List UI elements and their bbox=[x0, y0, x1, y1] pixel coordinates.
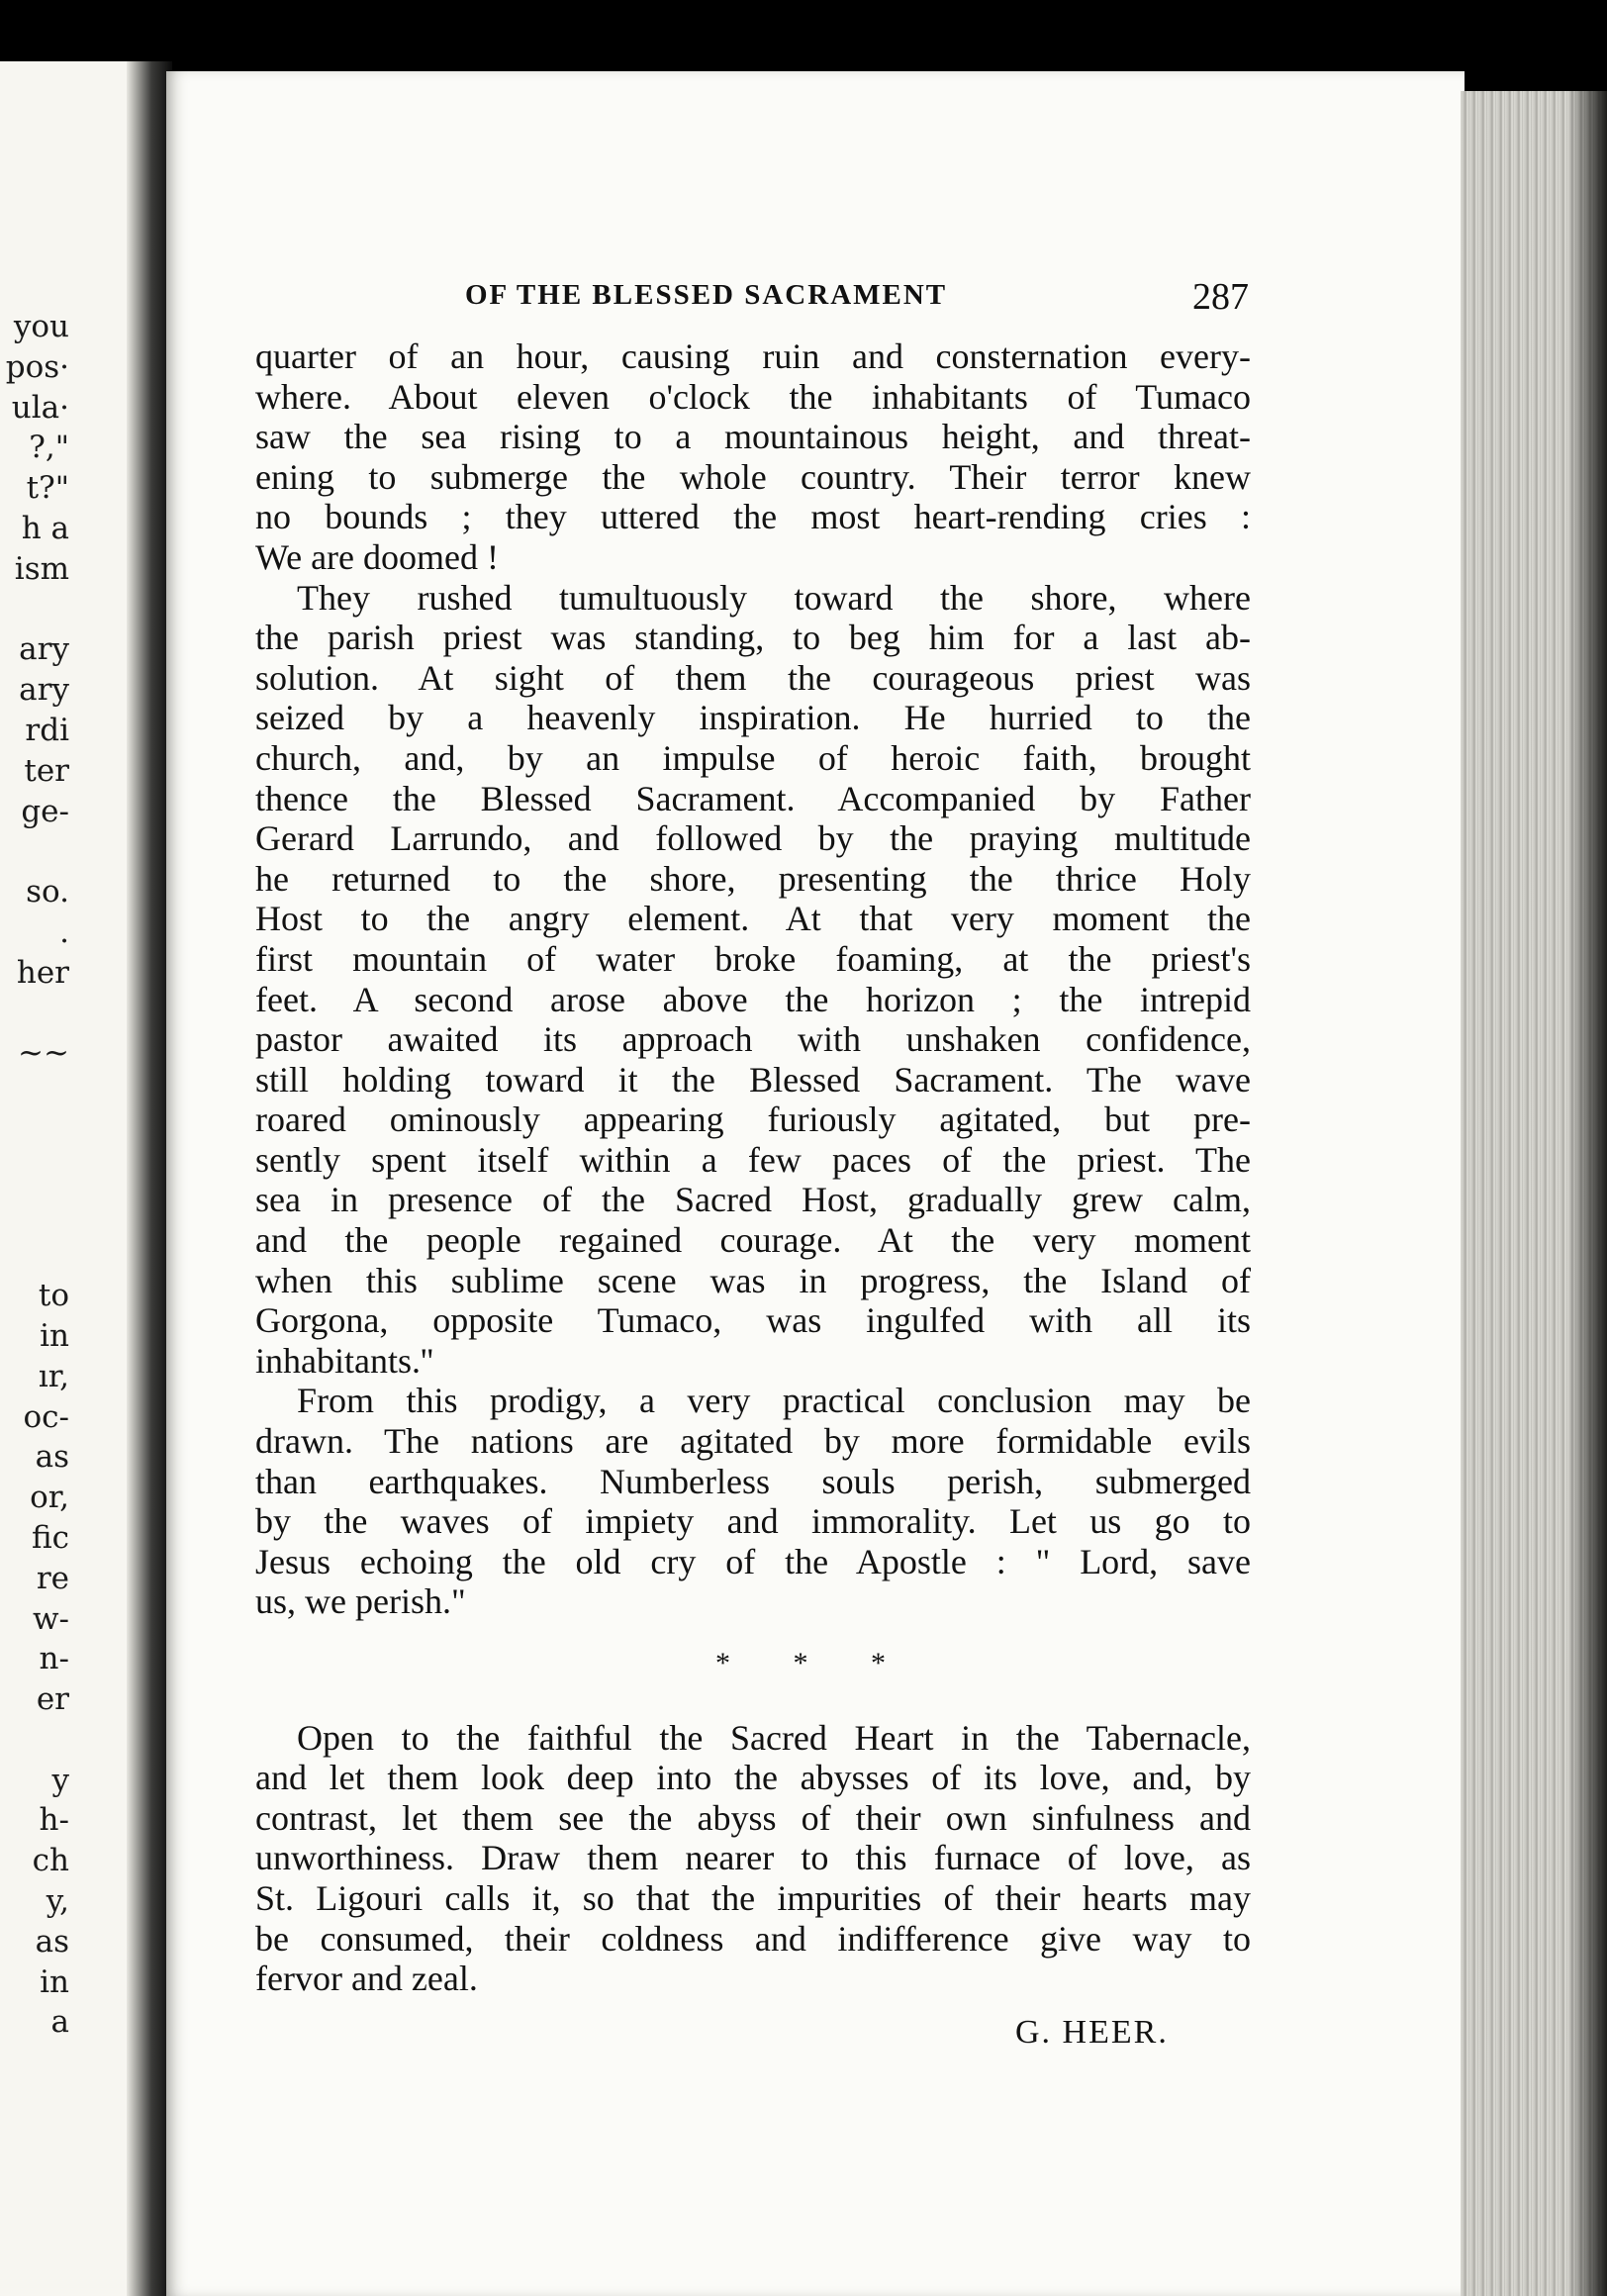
text-line: be consumed, their coldness and indifference give way to bbox=[255, 1918, 1251, 1959]
left-fragment-line bbox=[0, 1196, 69, 1236]
left-fragment-line: ch bbox=[32, 1843, 69, 1879]
text-line: Jesus echoing the old cry of the Apostle : " Lord, save bbox=[255, 1541, 1251, 1581]
text-line: by the waves of impiety and immorality. Let us go to bbox=[255, 1501, 1251, 1542]
text-line: St. Ligouri calls it, so that the impurities of their hearts may bbox=[255, 1877, 1251, 1918]
left-fragment-line: ter bbox=[24, 752, 69, 789]
paragraph-2 bbox=[255, 578, 1251, 1382]
text-line: They rushed tumultuously toward the shore, where bbox=[297, 577, 1251, 618]
text-line: and let them look deep into the abysses of its love, and, by bbox=[255, 1758, 1251, 1798]
left-fragment-line: a bbox=[50, 2004, 69, 2041]
left-fragment-line bbox=[0, 1114, 69, 1155]
left-fragment-line bbox=[0, 1720, 69, 1761]
body-text bbox=[255, 336, 1251, 1999]
left-fragment-line: re bbox=[36, 1560, 69, 1596]
left-fragment-line: ?," bbox=[29, 430, 69, 466]
text-line: feet. A second arose above the horizon ; the intrepid bbox=[255, 979, 1251, 1019]
left-fragment-line: pos· bbox=[5, 348, 69, 385]
left-fragment-line: ary bbox=[19, 631, 69, 668]
page-edges bbox=[1461, 91, 1607, 2296]
text-line: solution. At sight of them the courageous priest was bbox=[255, 657, 1251, 698]
left-fragment-line: ge- bbox=[21, 793, 69, 829]
left-fragment-line: fic bbox=[31, 1519, 69, 1556]
text-line: and the people regained courage. At the very moment bbox=[255, 1220, 1251, 1261]
left-fragment-line: y, bbox=[46, 1883, 69, 1920]
text-line: Host to the angry element. At that very moment the bbox=[255, 899, 1251, 939]
text-line: sently spent itself within a few paces of the priest. The bbox=[255, 1139, 1251, 1180]
left-fragment-line bbox=[0, 1074, 69, 1114]
left-fragment-line: y bbox=[51, 1762, 69, 1798]
left-fragment-line bbox=[0, 1155, 69, 1196]
text-line: inhabitants.'' bbox=[255, 1340, 433, 1381]
asterism: * * * bbox=[715, 1647, 913, 1679]
text-line: We are doomed ! bbox=[255, 536, 499, 577]
author-signature: G. HEER. bbox=[1015, 2014, 1169, 2051]
text-line: ening to submerge the whole country. Their terror knew bbox=[255, 456, 1251, 497]
left-fragment-line bbox=[0, 590, 69, 630]
left-fragment-line: ism bbox=[14, 550, 69, 587]
text-line: than earthquakes. Numberless souls perish, submerged bbox=[255, 1461, 1251, 1501]
text-line: still holding toward it the Blessed Sacrament. The wave bbox=[255, 1059, 1251, 1100]
left-fragment-line: h a bbox=[21, 510, 69, 546]
text-line: saw the sea rising to a mountainous height, and threat- bbox=[255, 417, 1251, 457]
text-line: From this prodigy, a very practical conclusion may be bbox=[297, 1381, 1251, 1421]
left-fragment-line: ary bbox=[19, 672, 69, 709]
left-fragment-line: ır, bbox=[38, 1358, 69, 1394]
left-fragment-line: her bbox=[16, 954, 69, 991]
text-line: fervor and zeal. bbox=[255, 1959, 478, 1999]
text-line: drawn. The nations are agitated by more formidable evils bbox=[255, 1421, 1251, 1462]
left-fragment-line bbox=[0, 831, 69, 872]
left-fragment-line: n- bbox=[39, 1641, 69, 1677]
left-fragment-line: w- bbox=[32, 1600, 69, 1637]
text-line: unworthiness. Draw them nearer to this furnace of love, as bbox=[255, 1838, 1251, 1878]
text-line: where. About eleven o'clock the inhabitants of Tumaco bbox=[255, 376, 1251, 417]
text-line: no bounds ; they uttered the most heart-rending cries : bbox=[255, 497, 1251, 537]
paragraph-1 bbox=[255, 336, 1251, 578]
left-fragment-line: er bbox=[36, 1681, 69, 1718]
text-line: thence the Blessed Sacrament. Accompanied by Father bbox=[255, 778, 1251, 818]
text-line: Open to the faithful the Sacred Heart in the Tabernacle, bbox=[297, 1717, 1251, 1758]
left-fragment-line: ula· bbox=[11, 389, 69, 426]
left-fragment-line: so. bbox=[26, 874, 69, 910]
text-line: seized by a heavenly inspiration. He hurried to the bbox=[255, 698, 1251, 738]
left-fragment-line: in bbox=[40, 1317, 69, 1354]
text-line: he returned to the shore, presenting the thrice Holy bbox=[255, 858, 1251, 899]
left-fragment-line: t?" bbox=[26, 470, 69, 507]
left-fragment-line: . bbox=[59, 913, 69, 950]
left-fragment-line bbox=[0, 994, 69, 1034]
text-line: Gerard Larrundo, and followed by the praying multitude bbox=[255, 818, 1251, 859]
text-line: roared ominously appearing furiously agitated, but pre- bbox=[255, 1100, 1251, 1140]
left-fragment-line: in bbox=[40, 1963, 69, 2000]
text-line: us, we perish." bbox=[255, 1581, 466, 1622]
text-line: when this sublime scene was in progress, the Island of bbox=[255, 1260, 1251, 1300]
text-line: church, and, by an impulse of heroic faith, brought bbox=[255, 737, 1251, 778]
left-fragment-line: or, bbox=[30, 1480, 69, 1516]
running-head: OF THE BLESSED SACRAMENT bbox=[465, 279, 948, 311]
left-fragment-line: as bbox=[35, 1439, 69, 1476]
left-fragment-line: h- bbox=[39, 1802, 69, 1839]
text-line: quarter of an hour, causing ruin and consternation every- bbox=[255, 336, 1251, 376]
left-fragment-line bbox=[0, 1235, 69, 1276]
text-line: contrast, let them see the abyss of their own sinfulness and bbox=[255, 1797, 1251, 1838]
left-fragment-line: oc- bbox=[23, 1398, 69, 1435]
left-page-text-fragments bbox=[0, 307, 69, 2043]
text-line: pastor awaited its approach with unshaken confidence, bbox=[255, 1019, 1251, 1060]
left-fragment-line: rdi bbox=[25, 712, 69, 748]
text-line: Gorgona, opposite Tumaco, was ingulfed with all its bbox=[255, 1300, 1251, 1341]
paragraph-3 bbox=[255, 1381, 1251, 1622]
text-line: the parish priest was standing, to beg him for a last ab- bbox=[255, 618, 1251, 658]
left-fragment-line: as bbox=[35, 1923, 69, 1960]
text-line: first mountain of water broke foaming, at the priest's bbox=[255, 938, 1251, 979]
left-fragment-line: to bbox=[38, 1278, 69, 1314]
paragraph-4 bbox=[255, 1718, 1251, 1999]
page-number: 287 bbox=[1192, 276, 1249, 318]
text-line: sea in presence of the Sacred Host, gradually grew calm, bbox=[255, 1180, 1251, 1220]
left-fragment-line: ~~ bbox=[18, 1035, 69, 1072]
left-fragment-line: you bbox=[13, 309, 69, 344]
